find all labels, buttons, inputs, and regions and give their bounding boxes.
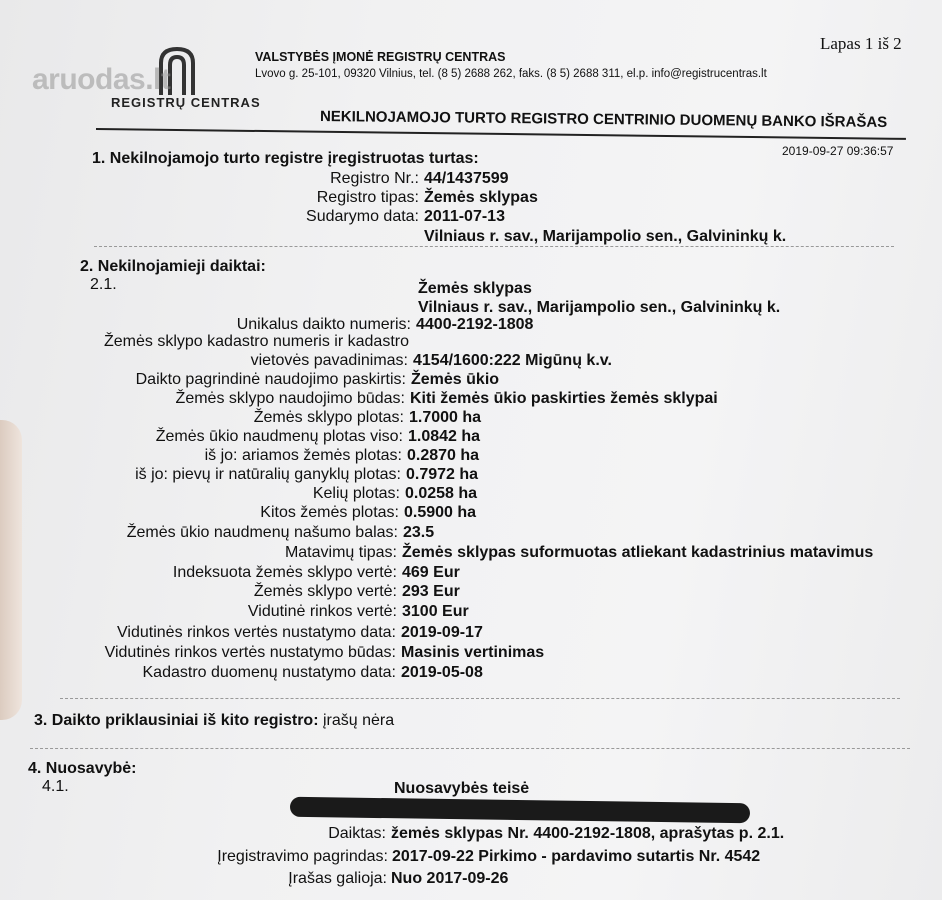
field-value: Žemės sklypas	[424, 189, 538, 206]
field-label: iš jo: ariamos žemės plotas:	[204, 447, 402, 464]
section-3-heading: 3. Daikto priklausiniai iš kito registro:	[34, 712, 319, 729]
field-label: Unikalus daikto numeris:	[236, 316, 411, 333]
field-value: 2019-05-08	[401, 664, 483, 681]
field-label: Žemės sklypo vertė:	[253, 583, 397, 600]
divider	[94, 246, 894, 247]
org-name: VALSTYBĖS ĮMONĖ REGISTRŲ CENTRAS	[255, 50, 506, 64]
field-value: Žemės ūkio	[411, 371, 500, 388]
item-title: Žemės sklypas	[418, 280, 532, 297]
field-label: Registro tipas:	[316, 189, 419, 206]
field-label: Daiktas:	[328, 825, 386, 842]
document-title: NEKILNOJAMOJO TURTO REGISTRO CENTRINIO DUOMENŲ BANKO IŠRAŠAS	[319, 108, 888, 131]
field-label: Vidutinės rinkos vertės nustatymo būdas:	[104, 644, 396, 661]
field-value: 0.5900 ha	[404, 504, 477, 521]
field-value: 0.2870 ha	[407, 447, 480, 464]
field-label: Registro Nr.:	[330, 170, 419, 187]
field-label: Žemės ūkio naudmenų plotas viso:	[155, 428, 403, 445]
field-label: iš jo: pievų ir natūralių ganyklų plotas:	[135, 466, 401, 483]
field-label: Žemės sklypo kadastro numeris ir kadastro	[104, 333, 409, 350]
section-4-heading: 4. Nuosavybė:	[28, 760, 137, 777]
field-value: 1.0842 ha	[408, 428, 481, 445]
field-label: Įregistravimo pagrindas:	[217, 848, 388, 865]
field-label: Daikto pagrindinė naudojimo paskirtis:	[135, 371, 406, 388]
field-label: Kadastro duomenų nustatymo data:	[142, 664, 396, 681]
field-value: 3100 Eur	[402, 603, 469, 620]
field-value: Žemės sklypas suformuotas atliekant kadastrinius matavimus	[402, 544, 874, 561]
address-value: Vilniaus r. sav., Marijampolio sen., Galvininkų k.	[424, 228, 787, 245]
item-number: 2.1.	[90, 276, 117, 293]
field-value: 2017-09-22 Pirkimo - pardavimo sutartis Nr. 4542	[392, 848, 761, 865]
page-number: Lapas 1 iš 2	[820, 34, 902, 53]
item-address: Vilniaus r. sav., Marijampolio sen., Galvininkų k.	[418, 299, 781, 316]
section-3	[34, 712, 394, 730]
field-label: Žemės ūkio naudmenų našumo balas:	[126, 524, 398, 541]
field-value: 44/1437599	[424, 170, 509, 187]
redaction-bar	[290, 797, 750, 823]
field-value: Masinis vertinimas	[401, 644, 545, 661]
field-label: Vidutinės rinkos vertės nustatymo data:	[117, 624, 396, 641]
org-address: Lvovo g. 25-101, 09320 Vilnius, tel. (8 5) 2688 262, faks. (8 5) 2688 311, el.p. info@registrucentras.lt	[255, 68, 767, 80]
section-1-heading: 1. Nekilnojamojo turto registre įregistruotas turtas:	[92, 150, 479, 167]
field-value: 0.7972 ha	[406, 466, 479, 483]
field-label: vietovės pavadinimas:	[250, 352, 408, 369]
field-label: Įrašas galioja:	[288, 870, 387, 887]
field-value: Nuo 2017-09-26	[391, 870, 509, 887]
field-label: Sudarymo data:	[306, 208, 419, 225]
field-label: Žemės sklypo plotas:	[253, 409, 404, 426]
field-label: Indeksuota žemės sklypo vertė:	[172, 564, 397, 581]
logo-text: REGISTRŲ CENTRAS	[111, 95, 261, 110]
divider	[30, 748, 910, 749]
section-2-heading: 2. Nekilnojamieji daiktai:	[80, 258, 266, 275]
field-value: 0.0258 ha	[405, 485, 478, 502]
field-label: Žemės sklypo naudojimo būdas:	[175, 390, 405, 407]
timestamp: 2019-09-27 09:36:57	[782, 144, 894, 158]
divider	[60, 698, 900, 699]
field-label: Matavimų tipas:	[284, 544, 397, 561]
field-value: 1.7000 ha	[409, 409, 482, 426]
field-value: 4154/1600:222 Migūnų k.v.	[413, 352, 612, 369]
field-label: Kitos žemės plotas:	[260, 504, 399, 521]
item-title: Nuosavybės teisė	[394, 780, 530, 797]
watermark: aruodas.lt	[32, 63, 171, 96]
field-value: 4400-2192-1808	[416, 316, 534, 333]
field-label: Kelių plotas:	[312, 485, 400, 502]
field-value: žemės sklypas Nr. 4400-2192-1808, aprašytas p. 2.1.	[391, 825, 785, 842]
finger-edge	[0, 420, 22, 720]
field-value: 469 Eur	[402, 564, 460, 581]
field-value: 2011-07-13	[424, 208, 505, 225]
field-value: 2019-09-17	[401, 624, 483, 641]
field-label: Vidutinė rinkos vertė:	[247, 603, 397, 620]
field-value: Kiti žemės ūkio paskirties žemės sklypai	[410, 390, 718, 407]
item-number: 4.1.	[42, 778, 69, 795]
field-value: 23.5	[403, 524, 435, 541]
section-3-value: įrašų nėra	[322, 712, 395, 729]
field-value: 293 Eur	[402, 583, 460, 600]
